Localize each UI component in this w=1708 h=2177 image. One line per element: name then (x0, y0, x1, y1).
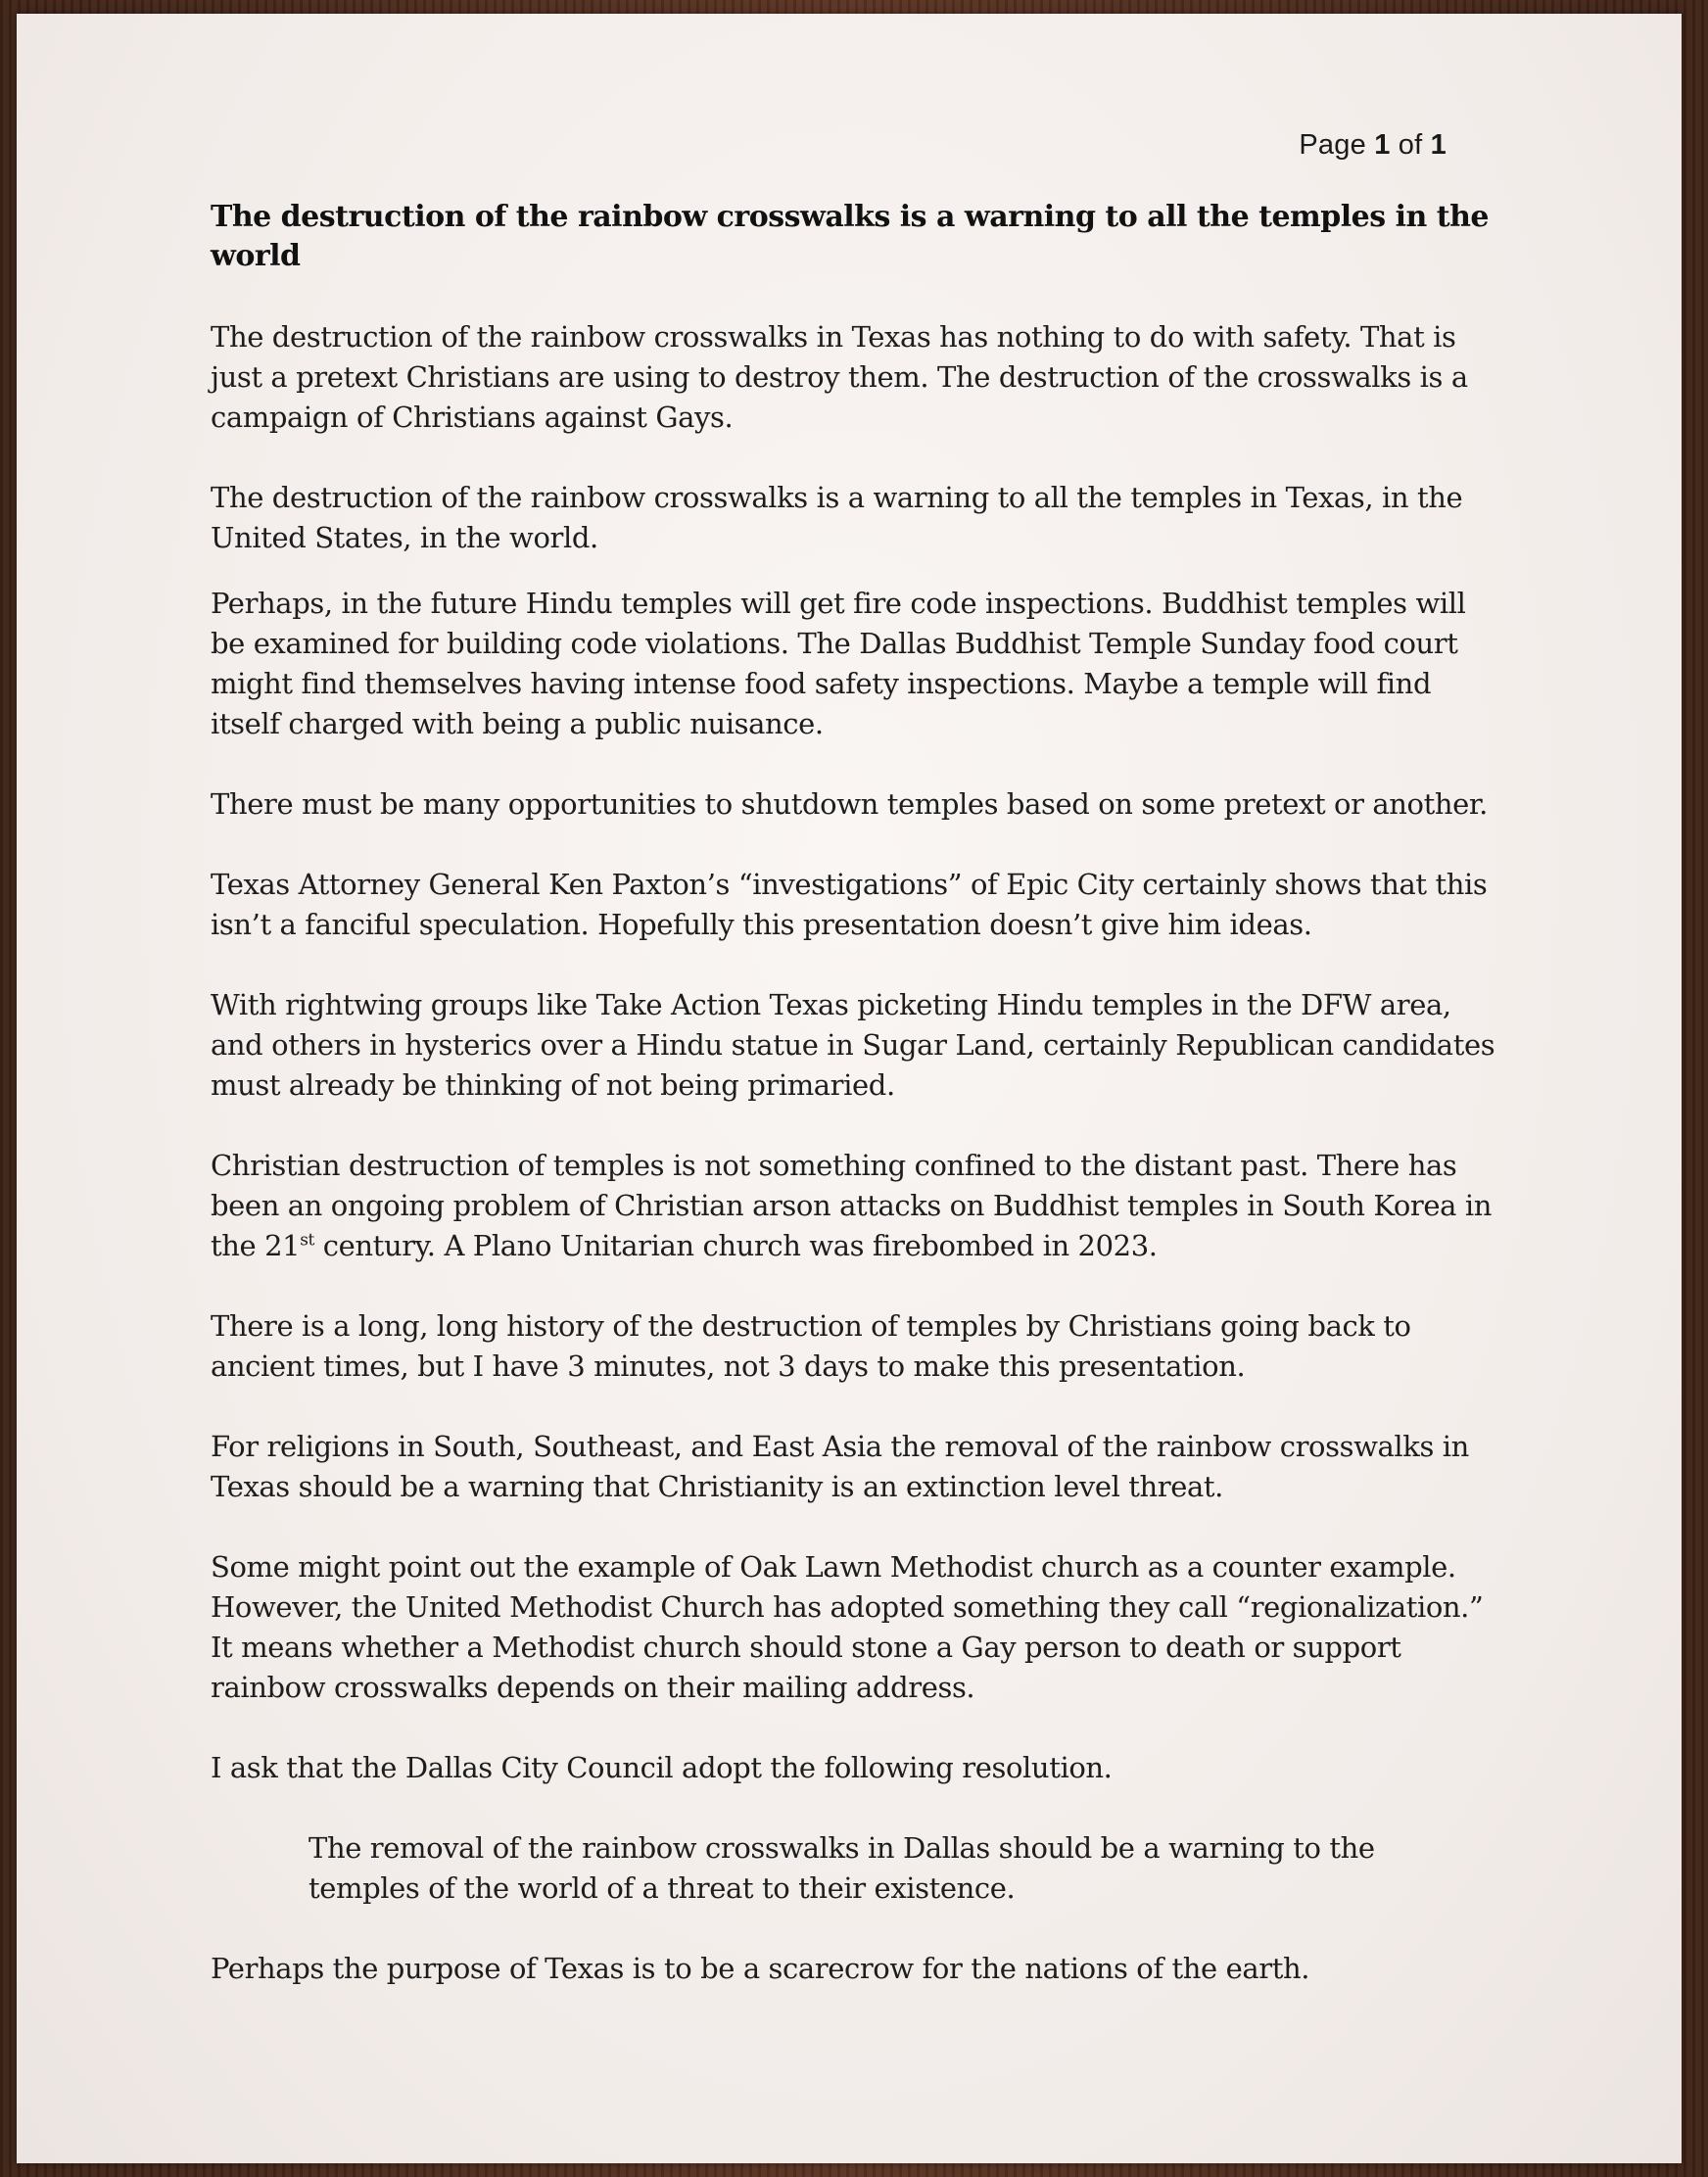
paragraph-7-text-b: century. A Plano Unitarian church was firebombed in 2023. (313, 1229, 1158, 1262)
page-number (1299, 129, 1447, 162)
paragraph-1: The destruction of the rainbow crosswalks in Texas has nothing to do with safety. That is just a pretext Christians are using to destroy them. The destruction of the crosswalks is a campaign of Christians against Gays. (211, 320, 1468, 434)
paragraph-9: For religions in South, Southeast, and East Asia the removal of the rainbow crosswalks in Texas should be a warning that Christianity is an extinction level threat. (211, 1430, 1469, 1503)
page-label: Page (1299, 129, 1366, 161)
document-title: The destruction of the rainbow crosswalks is a warning to all the temples in the world (211, 200, 1489, 273)
ordinal-suffix: st (300, 1230, 314, 1251)
page-current: 1 (1374, 129, 1391, 161)
paragraph-8: There is a long, long history of the destruction of temples by Christians going back to ancient times, but I have 3 minutes, not 3 days to make this presentation. (211, 1309, 1411, 1383)
document-body (211, 190, 1503, 1989)
page-of-label: of (1398, 129, 1423, 161)
paragraph-7 (211, 1146, 1503, 1266)
page-total: 1 (1430, 129, 1447, 161)
paragraph-11: I ask that the Dallas City Council adopt the following resolution. (211, 1751, 1113, 1784)
paragraph-2: The destruction of the rainbow crosswalks is a warning to all the temples in Texas, in the United States, in the world. (211, 481, 1463, 554)
paragraph-5: Texas Attorney General Ken Paxton’s “investigations” of Epic City certainly shows that this isn’t a fanciful speculation. Hopefully this presentation doesn’t give him ideas. (211, 868, 1488, 941)
paper-page (17, 14, 1682, 2163)
paragraph-4: There must be many opportunities to shutdown temples based on some pretext or another. (211, 787, 1488, 821)
paragraph-3: Perhaps, in the future Hindu temples will get fire code inspections. Buddhist temples will be examined for building code violations. The Dallas Buddhist Temple Sunday food court might find themselves having intense food safety inspections. Maybe a temple will find itself charged with being a public nuisance. (211, 587, 1466, 740)
paragraph-6: With rightwing groups like Take Action Texas picketing Hindu temples in the DFW area, and others in hysterics over a Hindu statue in Sugar Land, certainly Republican candidates must already be thinking of not being primaried. (211, 988, 1495, 1102)
paragraph-7-text-a: Christian destruction of temples is not something confined to the distant past. There has been an ongoing problem of Christian arson attacks on Buddhist temples in South Korea in the 21 (211, 1149, 1493, 1262)
paragraph-12: Perhaps the purpose of Texas is to be a scarecrow for the nations of the earth. (211, 1952, 1310, 1985)
paragraph-10: Some might point out the example of Oak Lawn Methodist church as a counter example. However, the United Methodist Church has adopted something they call “regionalization.” It means whether a Methodist church should stone a Gay person to death or support rainbow crosswalks depends on their mailing address. (211, 1550, 1484, 1704)
resolution-quote: The removal of the rainbow crosswalks in Dallas should be a warning to the temples of the world of a threat to their existence. (308, 1831, 1375, 1905)
